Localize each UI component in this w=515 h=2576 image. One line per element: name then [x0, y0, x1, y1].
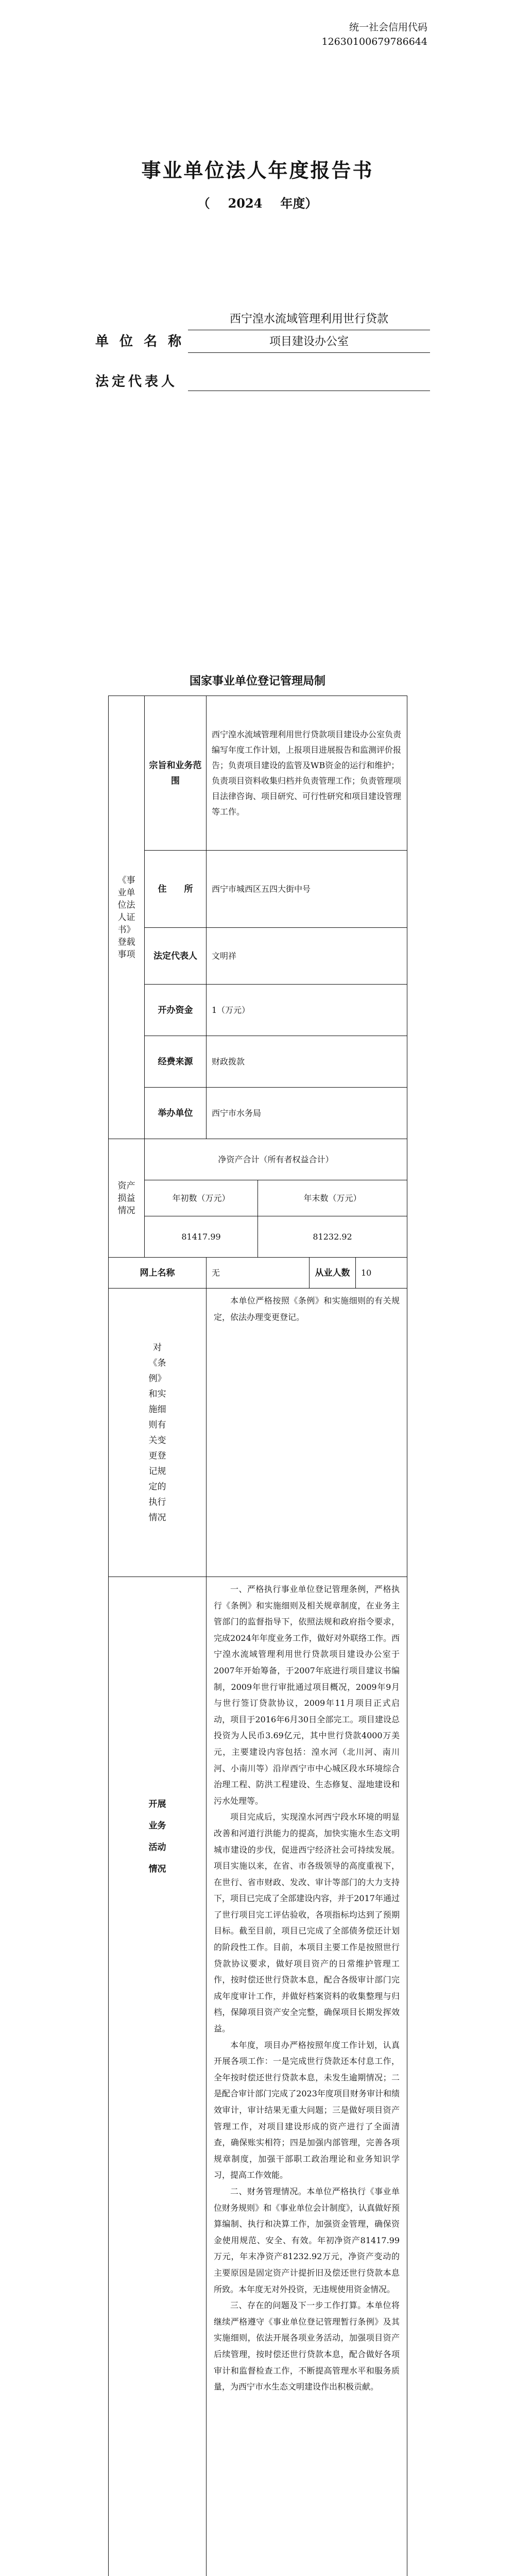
- assets-begin-value: 81417.99: [145, 1216, 258, 1258]
- staff-label: 从业人数: [310, 1258, 356, 1289]
- report-table: [108, 696, 407, 2576]
- cover-unit-name-line1: 西宁湟水流域管理利用世行贷款: [188, 309, 430, 330]
- cover-year-open: （: [197, 196, 210, 211]
- ucc-code: 12630100679786644: [321, 36, 427, 47]
- section-license-label: 《事业单位法人证书》登载事项: [109, 696, 145, 1139]
- funding-source-label: 开办资金: [145, 985, 207, 1036]
- business-paragraph-3: 本年度，项目办严格按照年度工作计划，认真开展各项工作：一是完成世行贷款还本付息工作，全年按时偿还世行贷款本息，未发生逾期情况；二是配合审计部门完成了2023年度项目财务审计和绩效审计，审计结果无重大问题；三是做好项目资产管理工作，对项目建设形成的资产进行了全面清查，确保账实相符；四是加强内部管理，完善各项规章制度，加强干部职工政治理论和业务知识学习，提高工作效能。: [214, 2040, 400, 2180]
- business-paragraph-4: 二、财务管理情况。本单位严格执行《事业单位财务规则》和《事业单位会计制度》，认真做好预算编制、执行和决算工作，加强资金管理，确保资金使用规范、安全、有效。年初净资产81417.99万元，年末净资产81232.92万元，净资产变动的主要原因是固定资产计提折旧及偿还世行贷款本息所致。本年度无对外投资，无违规使用资金情况。: [214, 2186, 400, 2294]
- cover-unit-name-line2: 项目建设办公室: [188, 332, 430, 353]
- business-value: [207, 1577, 407, 2576]
- cover-year-close: 年度）: [280, 196, 318, 211]
- business-paragraph-5: 三、存在的问题及下一步工作打算。本单位将继续严格遵守《事业单位登记管理暂行条例》及其实施细则，依法开展各项业务活动，加强项目资产后续管理，按时偿还世行贷款本息，配合做好各项审计和监督检查工作，不断提高管理水平和服务质量，为西宁市水生态文明建设作出积极贡献。: [214, 2300, 400, 2392]
- assets-end-label: 年末数（万元）: [258, 1180, 407, 1216]
- cover-year-value: 2024: [228, 196, 263, 211]
- funding-value: 财政拨款: [207, 1036, 407, 1088]
- address-value: 西宁市城西区五四大街中号: [207, 851, 407, 928]
- cover-year: [0, 193, 515, 211]
- address-label: 住 所: [145, 851, 207, 928]
- assets-begin-label: 年初数（万元）: [145, 1180, 258, 1216]
- rep-value: 文明祥: [207, 928, 407, 985]
- business-label: 开展业务活动情况: [109, 1577, 207, 2576]
- funding-source-value: 1（万元）: [207, 985, 407, 1036]
- rep-label: 法定代表人: [145, 928, 207, 985]
- compliance-label: 对《条例》和实施细则有关变更登记规定的执行情况: [109, 1289, 207, 1577]
- business-paragraph-2: 项目完成后，实现湟水河西宁段水环境的明显改善和河道行洪能力的提高，加快实施水生态文明城市建设的步伐，促进西宁经济社会可持续发展。项目实施以来，在省、市各级领导的高度重视下，在世行、省市财政、发改、审计等部门的大力支持下，项目已完成了全部建设内容，并于2017年通过了世行项目完工评估验收，各项指标均达到了预期目标。截至目前，项目已完成了全部债务偿还计划的阶段性工作。目前，本项目主要工作是按照世行贷款协议要求，做好项目资产的日常维护管理工作，按时偿还世行贷款本息，配合各级审计部门完成年度审计工作，并做好档案资料的收集整理与归档，保障项目资产安全完整，确保项目长期发挥效益。: [214, 1812, 400, 2034]
- cover-title: 事业单位法人年度报告书: [141, 159, 374, 182]
- assets-end-value: 81232.92: [258, 1216, 407, 1258]
- funding-label: 经费来源: [145, 1036, 207, 1088]
- purpose-value: 西宁湟水流域管理利用世行贷款项目建设办公室负责编写年度工作计划，上报项目进展报告和监测评价报告；负责项目建设的监管及WB资金的运行和维护；负责项目资料收集归档并负责管理工作；负责管理项目法律咨询、项目研究、可行性研究和项目建设管理等工作。: [207, 696, 407, 851]
- ucc-label: 统一社会信用代码: [349, 22, 427, 33]
- assets-header: 净资产合计（所有者权益合计）: [145, 1139, 407, 1180]
- assets-label: 资产损益情况: [109, 1139, 145, 1258]
- cover-rep-label: 法定代表人: [95, 374, 178, 389]
- compliance-value: 本单位严格按照《条例》和实施细则的有关规定，依法办理变更登记。: [207, 1289, 407, 1577]
- purpose-label: 宗旨和业务范围: [145, 696, 207, 851]
- registry-label: 举办单位: [145, 1088, 207, 1139]
- report-org-title: 国家事业单位登记管理局制: [189, 674, 325, 688]
- cover-unit-label: 单 位 名 称: [95, 334, 185, 349]
- business-paragraph-1: 一、严格执行事业单位登记管理条例，严格执行《条例》和实施细则及相关规章制度，在业务主管部门的监督指导下，依照法规和政府指令要求，完成2024年年度业务工作，做好对外联络工作。西宁湟水流域管理利用世行贷款项目建设办公室于2007年开始筹备，于2007年底进行项目建议书编制，2009年世行审批通过项目概况，2009年9月与世行签订贷款协议，2009年11月项目正式启动，项目于2016年6月30日全部完工。项目建设总投资为人民币3.69亿元，其中世行贷款4000万美元，主要建设内容包括：湟水河（北川河、南川河、小南川等）沿岸西宁市中心城区段水环境综合治理工程、防洪工程建设、生态修复、湿地建设和污水处理等。: [214, 1584, 400, 1806]
- staff-value: 10: [356, 1258, 407, 1289]
- registry-value: 西宁市水务局: [207, 1088, 407, 1139]
- website-label: 网上名称: [109, 1258, 207, 1289]
- website-value: 无: [207, 1258, 310, 1289]
